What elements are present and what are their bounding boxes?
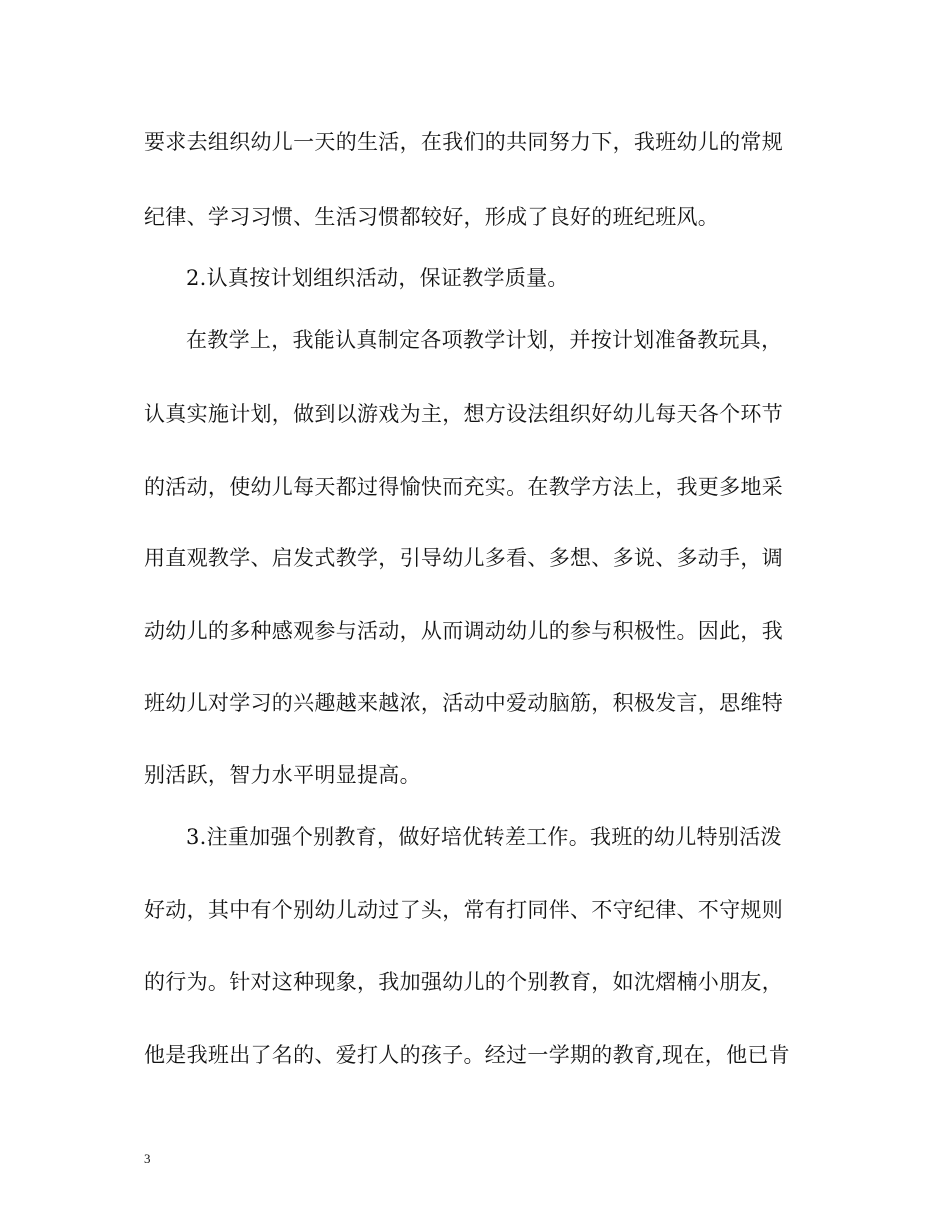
text-line: 别活跃，智力水平明显提高。	[144, 763, 421, 787]
text-line: 要求去组织幼儿一天的生活，在我们的共同努力下，我班幼儿的常规	[144, 130, 783, 154]
text-line: 用直观教学、启发式教学，引导幼儿多看、多想、多说、多动手，调	[144, 546, 783, 570]
text-line: 在教学上，我能认真制定各项教学计划，并按计划准备教玩具，	[186, 328, 783, 352]
text-line: 他是我班出了名的、爱打人的孩子。经过一学期的教育,现在，他已肯	[144, 1043, 790, 1067]
text-line: 好动，其中有个别幼儿动过了头，常有打同伴、不守纪律、不守规则	[144, 898, 783, 922]
section-heading: 2.认真按计划组织活动，保证教学质量。	[186, 266, 569, 290]
page-number: 3	[144, 1151, 151, 1166]
text-line: 班幼儿对学习的兴趣越来越浓，活动中爱动脑筋，积极发言，思维特	[144, 691, 783, 715]
text-line: 纪律、学习习惯、生活习惯都较好，形成了良好的班纪班风。	[144, 205, 720, 229]
text-line: 的活动，使幼儿每天都过得愉快而充实。在教学方法上，我更多地采	[144, 475, 783, 499]
text-line: 认真实施计划，做到以游戏为主，想方设法组织好幼儿每天各个环节	[144, 402, 783, 426]
text-line: 动幼儿的多种感观参与活动，从而调动幼儿的参与积极性。因此，我	[144, 619, 783, 643]
text-line: 的行为。针对这种现象，我加强幼儿的个别教育，如沈熠楠小朋友，	[144, 970, 783, 994]
section-heading: 3.注重加强个别教育，做好培优转差工作。我班的幼儿特别活泼	[186, 825, 782, 849]
